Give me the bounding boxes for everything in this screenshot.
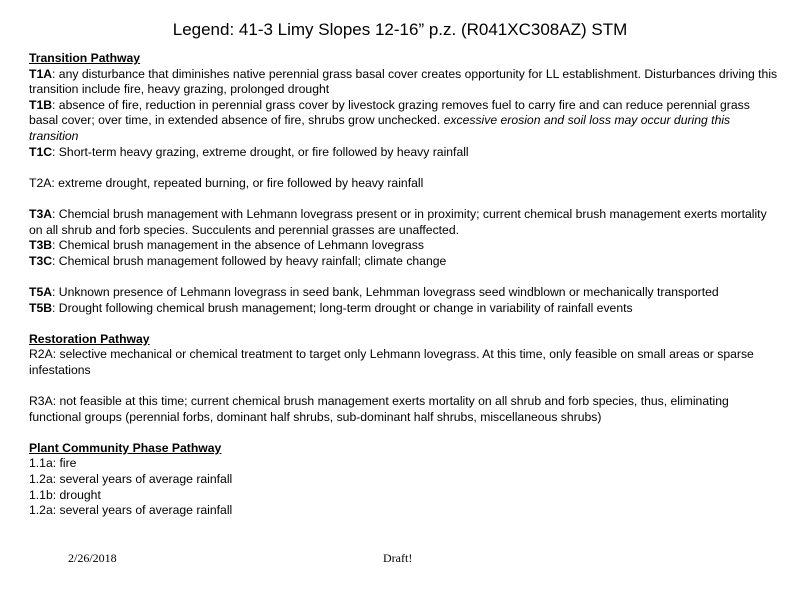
restoration-r2a: R2A: selective mechanical or chemical treatment to target only Lehmann lovegrass. At this time, only feasible on small areas or sparse infestations	[29, 347, 754, 377]
transition-t2a: T2A: extreme drought, repeated burning, or fire followed by heavy rainfall	[29, 175, 424, 190]
transition-text: : Chemical brush management in the absence of Lehmann lovegrass	[52, 238, 424, 253]
transition-code: T1C	[29, 144, 53, 159]
transition-text: : Unknown presence of Lehmann lovegrass in seed bank, Lehmman lovegrass seed windblown or mechanically transported	[52, 284, 719, 299]
transition-code: T5A	[29, 284, 53, 299]
phase-pathway-heading: Plant Community Phase Pathway	[29, 440, 222, 455]
legend-content	[29, 51, 779, 519]
transition-text: : Short-term heavy grazing, extreme drought, or fire followed by heavy rainfall	[52, 144, 469, 159]
footer-date: 2/26/2018	[68, 551, 117, 565]
transition-text: : Drought following chemical brush management; long-term drought or change in variability of rainfall events	[52, 300, 633, 315]
transition-t1b	[29, 98, 779, 145]
transition-code: T3A	[29, 206, 53, 221]
transition-text: : Chemcial brush management with Lehmann lovegrass present or in proximity; current chemical brush management exerts mortality on all shrub and forb species. Succulents and perennial grasses are unaffected.	[29, 206, 767, 237]
phase-item: 1.1a: fire	[29, 456, 77, 471]
transition-code: T1B	[29, 97, 53, 112]
phase-item: 1.2a: several years of average rainfall	[29, 503, 233, 518]
transition-code: T5B	[29, 300, 53, 315]
phase-item: 1.1b: drought	[29, 487, 101, 502]
transition-t3a	[29, 207, 779, 238]
phase-item: 1.2a: several years of average rainfall	[29, 472, 233, 487]
restoration-pathway-heading: Restoration Pathway	[29, 331, 150, 346]
transition-pathway-heading: Transition Pathway	[29, 51, 141, 65]
transition-note: excessive erosion and soil loss may occur during this transition	[29, 113, 731, 143]
footer-draft-label: Draft!	[383, 551, 413, 565]
transition-t3c	[29, 254, 779, 270]
transition-text: : Chemical brush management followed by heavy rainfall; climate change	[52, 253, 447, 268]
transition-code: T1A	[29, 66, 53, 81]
page-title: Legend: 41-3 Limy Slopes 12-16” p.z. (R041XC308AZ) STM	[172, 20, 628, 39]
transition-code: T3B	[29, 238, 53, 253]
transition-t5b	[29, 301, 779, 317]
transition-t1a	[29, 67, 779, 98]
transition-t5a	[29, 285, 779, 301]
transition-code: T3C	[29, 253, 53, 268]
restoration-r3a: R3A: not feasible at this time; current chemical brush management exerts mortality on all shrub and forb species, thus, eliminating functional groups (perennial forbs, dominant half shrubs, sub-dominant half shrubs, miscellaneous shrubs)	[29, 394, 729, 424]
transition-t1c	[29, 145, 779, 161]
transition-text: : any disturbance that diminishes native perennial grass basal cover creates opportunity for LL establishment. Disturbances driving this transition include fire, heavy grazing, prolonged drought	[29, 66, 778, 97]
transition-text: : absence of fire, reduction in perennial grass cover by livestock grazing removes fuel to carry fire and can reduce perennial grass basal cover; over time, in extended absence of fire, shrubs grow unchecked.	[29, 97, 750, 128]
transition-t3b	[29, 238, 779, 254]
